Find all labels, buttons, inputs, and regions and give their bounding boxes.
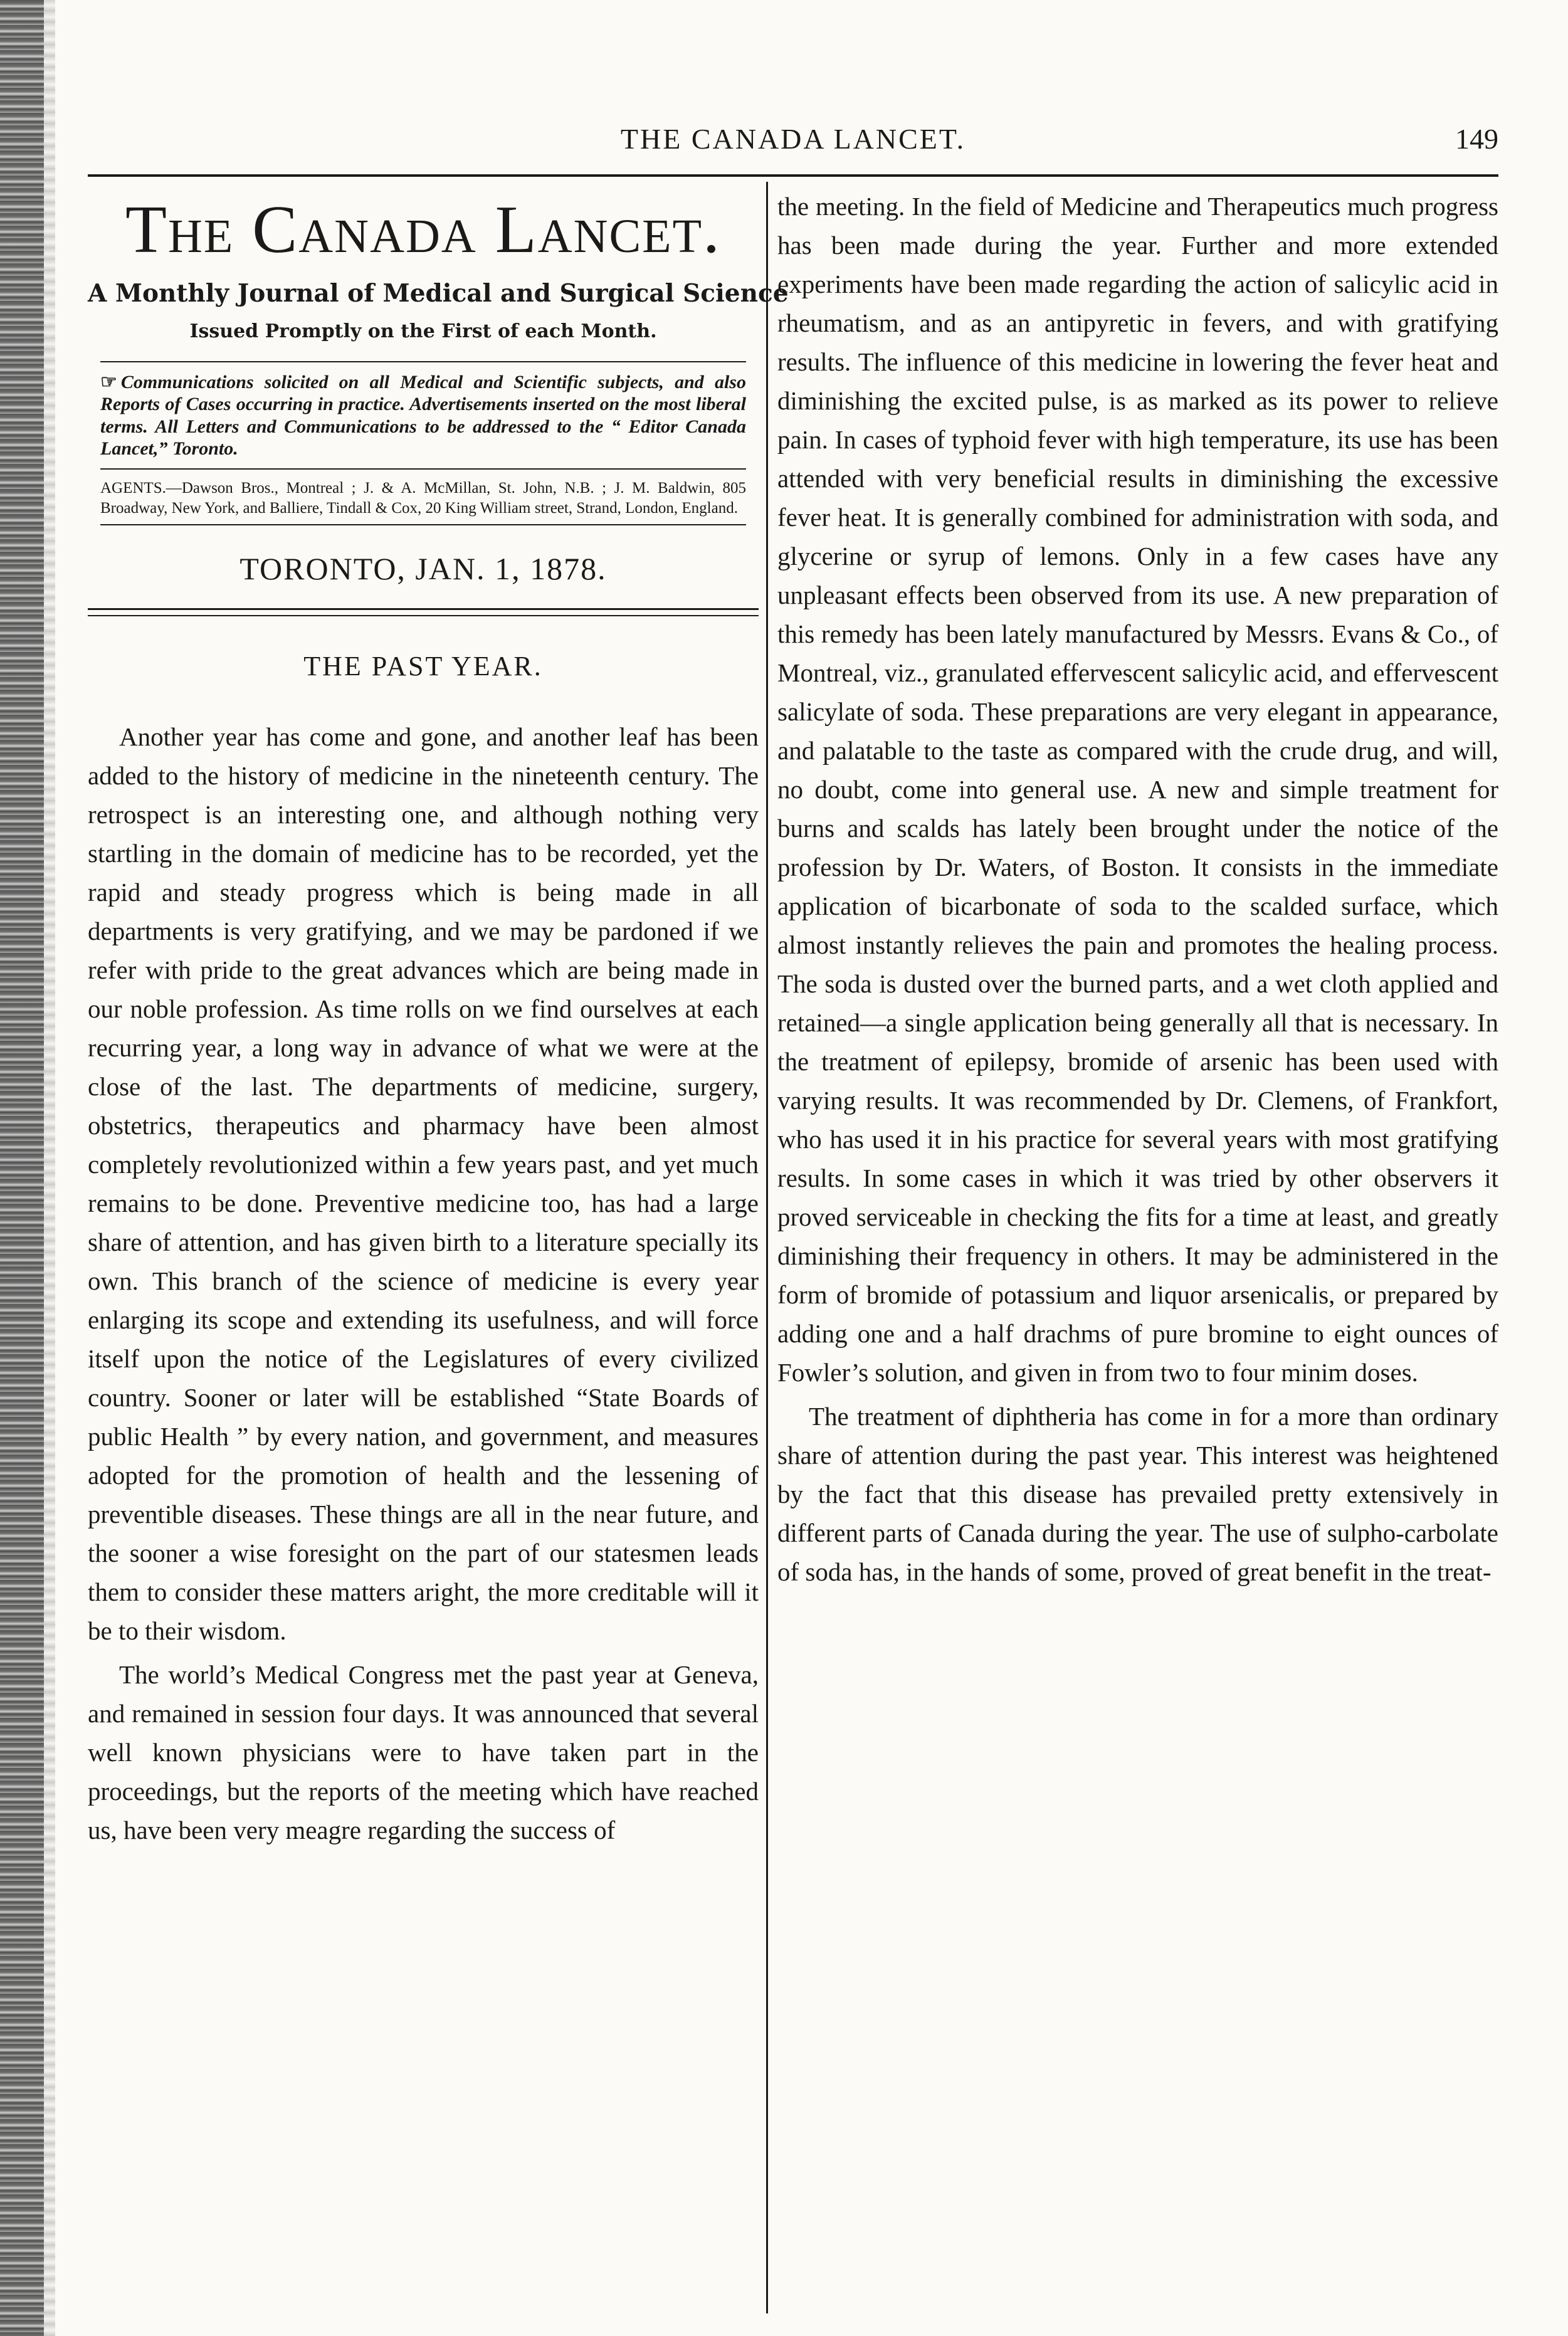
column-divider — [766, 182, 768, 2313]
masthead-subtitle: A Monthly Journal of Medical and Surgical Science — [88, 278, 789, 308]
article-paragraph: Another year has come and gone, and another leaf has been added to the history of medicine in the nineteenth century. The retrospect is an interesting one, and although nothing very startling in the domain of medicine has to be recorded, yet the rapid and steady progress which is being made in all departments is very gratifying, and we may be pardoned if we refer with pride to the great advances which are being made in our noble profession. As time rolls on we find ourselves at each recurring year, a long way in advance of what we were at the close of the last. The departments of medicine, surgery, obstetrics, therapeutics and pharmacy have been almost completely revolutionized within a few years past, and yet much remains to be done. Preventive medicine too, has had a large share of attention, and has given birth to a literature specially its own. This branch of the science of medicine is every year enlarging its scope and extending its usefulness, and will force itself upon the notice of the Legislatures of every civilized country. Sooner or later will be established “State Boards of public Health ” by every nation, and government, and measures adopted for the promotion of health and the lessening of preventible diseases. These things are all in the near future, and the sooner a wise foresight on the part of our statesmen leads them to consider these matters aright, the more creditable will it be to their wisdom. — [88, 722, 759, 1645]
header-rule — [88, 174, 1498, 177]
article-paragraph: the meeting. In the field of Medicine and Therapeutics much progress has been made during the year. Further and more extended experiments have been made regarding the action of salicylic acid in rheumatism, and as an antipyretic in fevers, and with gratifying results. The influence of this medicine in lowering the fever heat and diminishing the excited pulse, is as marked as its power to relieve pain. In cases of typhoid fever with high temperature, its use has been attended with very beneficial results in diminishing the excessive fever heat. It is generally combined for administration with soda, and glycerine or syrup of lemons. Only in a few cases have any unpleasant effects been observed from its use. A new preparation of this remedy has been lately manufactured by Messrs. Evans & Co., of Montreal, viz., granulated effervescent salicylic acid, and effervescent salicylate of soda. These preparations are very elegant in appearance, and palatable to the taste as compared with the crude drug, and will, no doubt, come into general use. A new and simple treatment for burns and scalds has lately been brought under the notice of the profession by Dr. Waters, of Boston. It consists in the immediate application of bicarbonate of soda to the scalded surface, which almost instantly relieves the pain and promotes the healing process. The soda is dusted over the burned parts, and a wet cloth applied and retained—a single application being generally all that is necessary. In the treatment of epilepsy, bromide of arsenic has been used with varying results. It was recommended by Dr. Clemens, of Frankfort, who has used it in his practice for several years with most gratifying results. In some cases in which it was tried by other observers it proved serviceable in checking the fits for a time at least, and greatly diminishing their frequency in others. It may be administered in the form of bromide of potassium and liquor arsenicalis, or prepared by adding one and a half drachms of pure bromine to eight ounces of Fowler’s solution, and given in from two to four minim doses. — [777, 192, 1498, 1387]
notice-text: Communications solicited on all Medical and Scientific subjects, and also Reports of Cases occurring in practice. Advertisements inserted on the most liberal terms. All Letters and Communications to be addressed to the “ Editor Canada Lancet,” Toronto. — [100, 371, 746, 459]
masthead-title: The Canada Lancet. — [125, 192, 722, 267]
masthead-agents: AGENTS.—Dawson Bros., Montreal ; J. & A. McMillan, St. John, N.B. ; J. M. Baldwin, 805 Broadway, New York, and Balliere, Tindall & Cox, 20 King William street, Strand, London, England. — [100, 480, 746, 517]
masthead-issued: Issued Promptly on the First of each Month. — [189, 320, 657, 342]
article-paragraph: The world’s Medical Congress met the past year at Geneva, and remained in session four days. It was announced that several well known physicians were to have taken part in the proceedings, but the reports of the meeting which have reached us, have been very meagre regarding the success of — [88, 1660, 759, 1844]
binding-edge-shadow — [44, 0, 55, 2336]
page-number: 149 — [1455, 123, 1498, 155]
article-title: THE PAST YEAR. — [303, 650, 543, 681]
notice-rule — [100, 468, 746, 470]
masthead-notice — [100, 371, 746, 460]
pointing-hand-icon: ☞ — [100, 371, 117, 392]
article-paragraph: The treatment of diphtheria has come in for a more than ordinary share of attention during the past year. This interest was heightened by the fact that this disease has prevailed pretty extensively in different parts of Canada during the year. The use of sulpho-carbolate of soda has, in the hands of some, proved of great benefit in the treat- — [777, 1402, 1498, 1586]
page-header — [88, 122, 1498, 172]
binding-edge — [0, 0, 44, 2336]
dateline-rule — [88, 608, 759, 616]
left-column — [88, 187, 789, 1849]
right-column — [777, 187, 1498, 1591]
masthead-rule — [100, 361, 746, 362]
dateline: TORONTO, JAN. 1, 1878. — [239, 550, 607, 586]
agents-rule — [100, 524, 746, 525]
running-title: THE CANADA LANCET. — [620, 123, 966, 155]
